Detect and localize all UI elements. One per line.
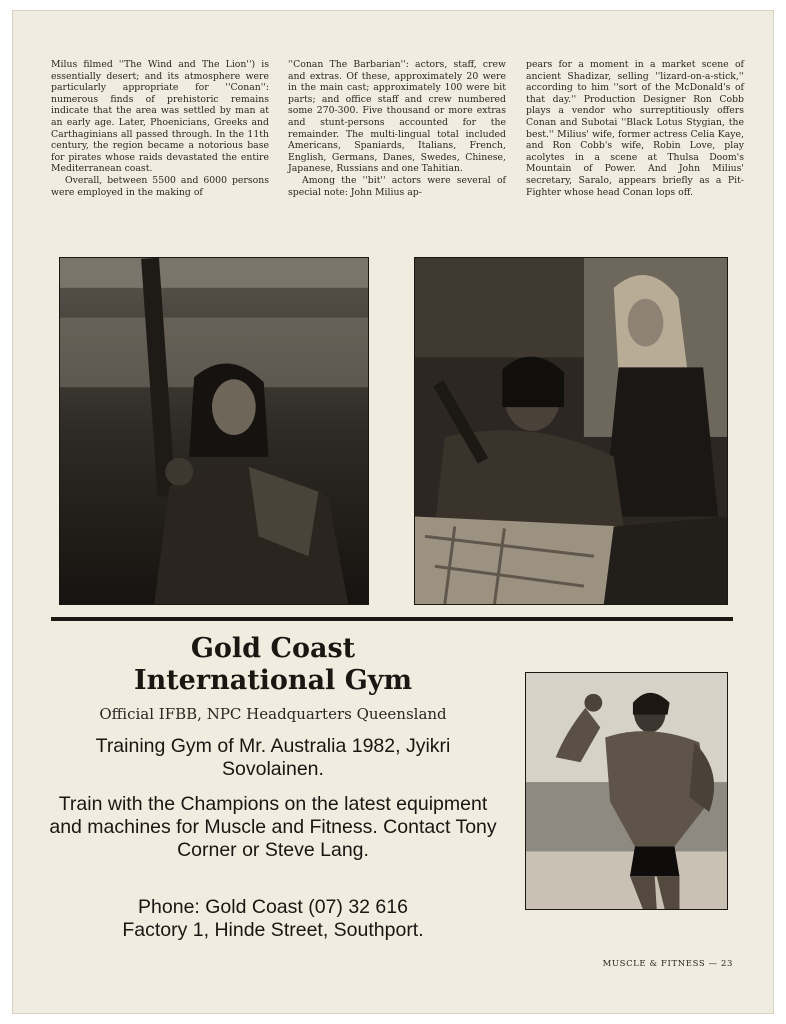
section-divider bbox=[51, 617, 733, 621]
ad-contact bbox=[43, 896, 503, 942]
photo-conan-sword bbox=[59, 257, 369, 605]
photo-conan-and-valeria bbox=[414, 257, 728, 605]
article-column-1 bbox=[51, 59, 269, 198]
ad-title-line-1: Gold Coast bbox=[190, 633, 356, 664]
photo-bodybuilder bbox=[525, 672, 728, 910]
ad-training-text: Training Gym of Mr. Australia 1982, Jyikri Sovolainen. bbox=[95, 735, 451, 780]
page-footer-folio: MUSCLE & FITNESS — 23 bbox=[602, 959, 733, 969]
paragraph: Among the ''bit'' actors were several of special note: John Milius ap- bbox=[288, 174, 506, 198]
magazine-page bbox=[12, 10, 774, 1014]
paragraph: pears for a moment in a market scene of ancient Shadizar, selling ''lizard-on-a-stick,'' according to him ''sort of the McDonald's of that day.'' Production Designer Ron Cobb plays a vendor who surreptitiously offers Conan and Subotai ''Black Lotus Stygian, the best.'' Milius' wife, former actress Celia Kaye, and Ron Cobb's wife, Robin Love, play acolytes in a scene at Thulsa Doom's Mountain of Power. And John Milius' secretary, Saralo, appears briefly as a Pit-Fighter whose head Conan lops off. bbox=[526, 59, 744, 198]
paragraph: Overall, between 5500 and 6000 persons were employed in the making of bbox=[51, 174, 269, 198]
ad-address: Factory 1, Hinde Street, Southport. bbox=[122, 919, 424, 941]
article-column-2 bbox=[288, 59, 506, 198]
article-column-3 bbox=[526, 59, 744, 198]
ad-champions-text: Train with the Champions on the latest equipment and machines for Muscle and Fitness. Contact Tony Corner or Steve Lang. bbox=[49, 793, 497, 861]
paragraph: Milus filmed ''The Wind and The Lion'') is essentially desert; and its atmosphere were particularly appropriate for ''Conan'': numerous finds of prehistoric remains indicate that the area was settled by man at an early age. Later, Phoenicians, Greeks and Carthaginians all passed through. In the 11th century, the region became a notorious base for pirates whose raids devastated the entire Mediterranean coast. bbox=[51, 59, 269, 175]
paragraph: ''Conan The Barbarian'': actors, staff, crew and extras. Of these, approximately 20 were in the main cast; approximately 100 were bit parts; and office staff and crew numbered some 270-300. Five thousand or more extras and stunt-persons accounted for the remainder. The multi-lingual total included Americans, Spaniards, Italians, French, English, Germans, Danes, Swedes, Chinese, Japanese, Russians and one Tahitian. bbox=[288, 59, 506, 175]
ad-title-line-2: International Gym bbox=[133, 665, 413, 696]
ad-subtitle: Official IFBB, NPC Headquarters Queensland bbox=[99, 705, 447, 723]
ad-phone: Phone: Gold Coast (07) 32 616 bbox=[138, 896, 408, 918]
